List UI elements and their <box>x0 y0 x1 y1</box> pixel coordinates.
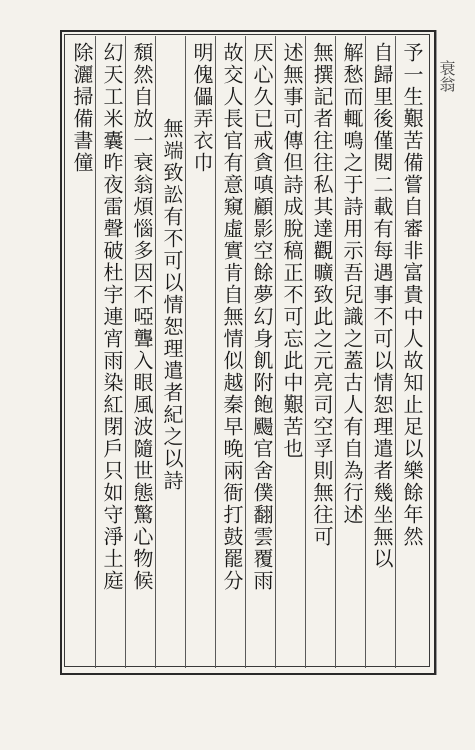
column-rule <box>275 36 276 668</box>
text-column-6: 厌心久已戒貪嗔顧影空餘夢幻身飢附飽颺官舍僕翻雲覆雨 <box>250 42 274 592</box>
column-rule <box>365 36 366 668</box>
text-column-5: 述無事可傳但詩成脫稿正不可忘此中艱苦也 <box>280 42 304 460</box>
text-column-8: 明傀儡弄衣巾 <box>190 42 214 174</box>
text-column-9: 無端致訟有不可以情恕理遣者紀之以詩 <box>160 118 184 492</box>
text-column-4: 無撰記者往往私其達觀曠致此之元亮司空孚則無往可 <box>310 42 334 548</box>
text-column-12: 除灑掃備書僮 <box>70 42 94 174</box>
column-rule <box>125 36 126 668</box>
column-rule <box>335 36 336 668</box>
column-rule <box>245 36 246 668</box>
text-column-10: 頹然自放一衰翁煩惱多因不啞聾入眼風波隨世態驚心物候 <box>130 42 154 592</box>
column-rule <box>305 36 306 668</box>
text-column-1: 予一生艱苦備嘗自審非富貴中人故知止足以樂餘年然 <box>400 42 424 548</box>
page-spine <box>436 30 461 675</box>
column-rule <box>395 36 396 668</box>
column-rule <box>155 36 156 668</box>
column-rule <box>95 36 96 668</box>
spine-text: 衰翁 <box>437 60 456 92</box>
text-column-7: 故交人長官有意窺虛實肯自無情似越秦早晚兩衙打鼓罷分 <box>220 42 244 592</box>
text-column-11: 幻天工米囊昨夜雷聲破杜宇連宵雨染紅閉戶只如守淨土庭 <box>100 42 124 592</box>
text-column-2: 自歸里後僅閱二載有每遇事不可以情恕理遣者幾坐無以 <box>370 42 394 570</box>
column-rule <box>215 36 216 668</box>
column-rule <box>185 36 186 668</box>
text-column-3: 解愁而輒鳴之于詩用示吾兒識之蓋古人有自為行述 <box>340 42 364 526</box>
